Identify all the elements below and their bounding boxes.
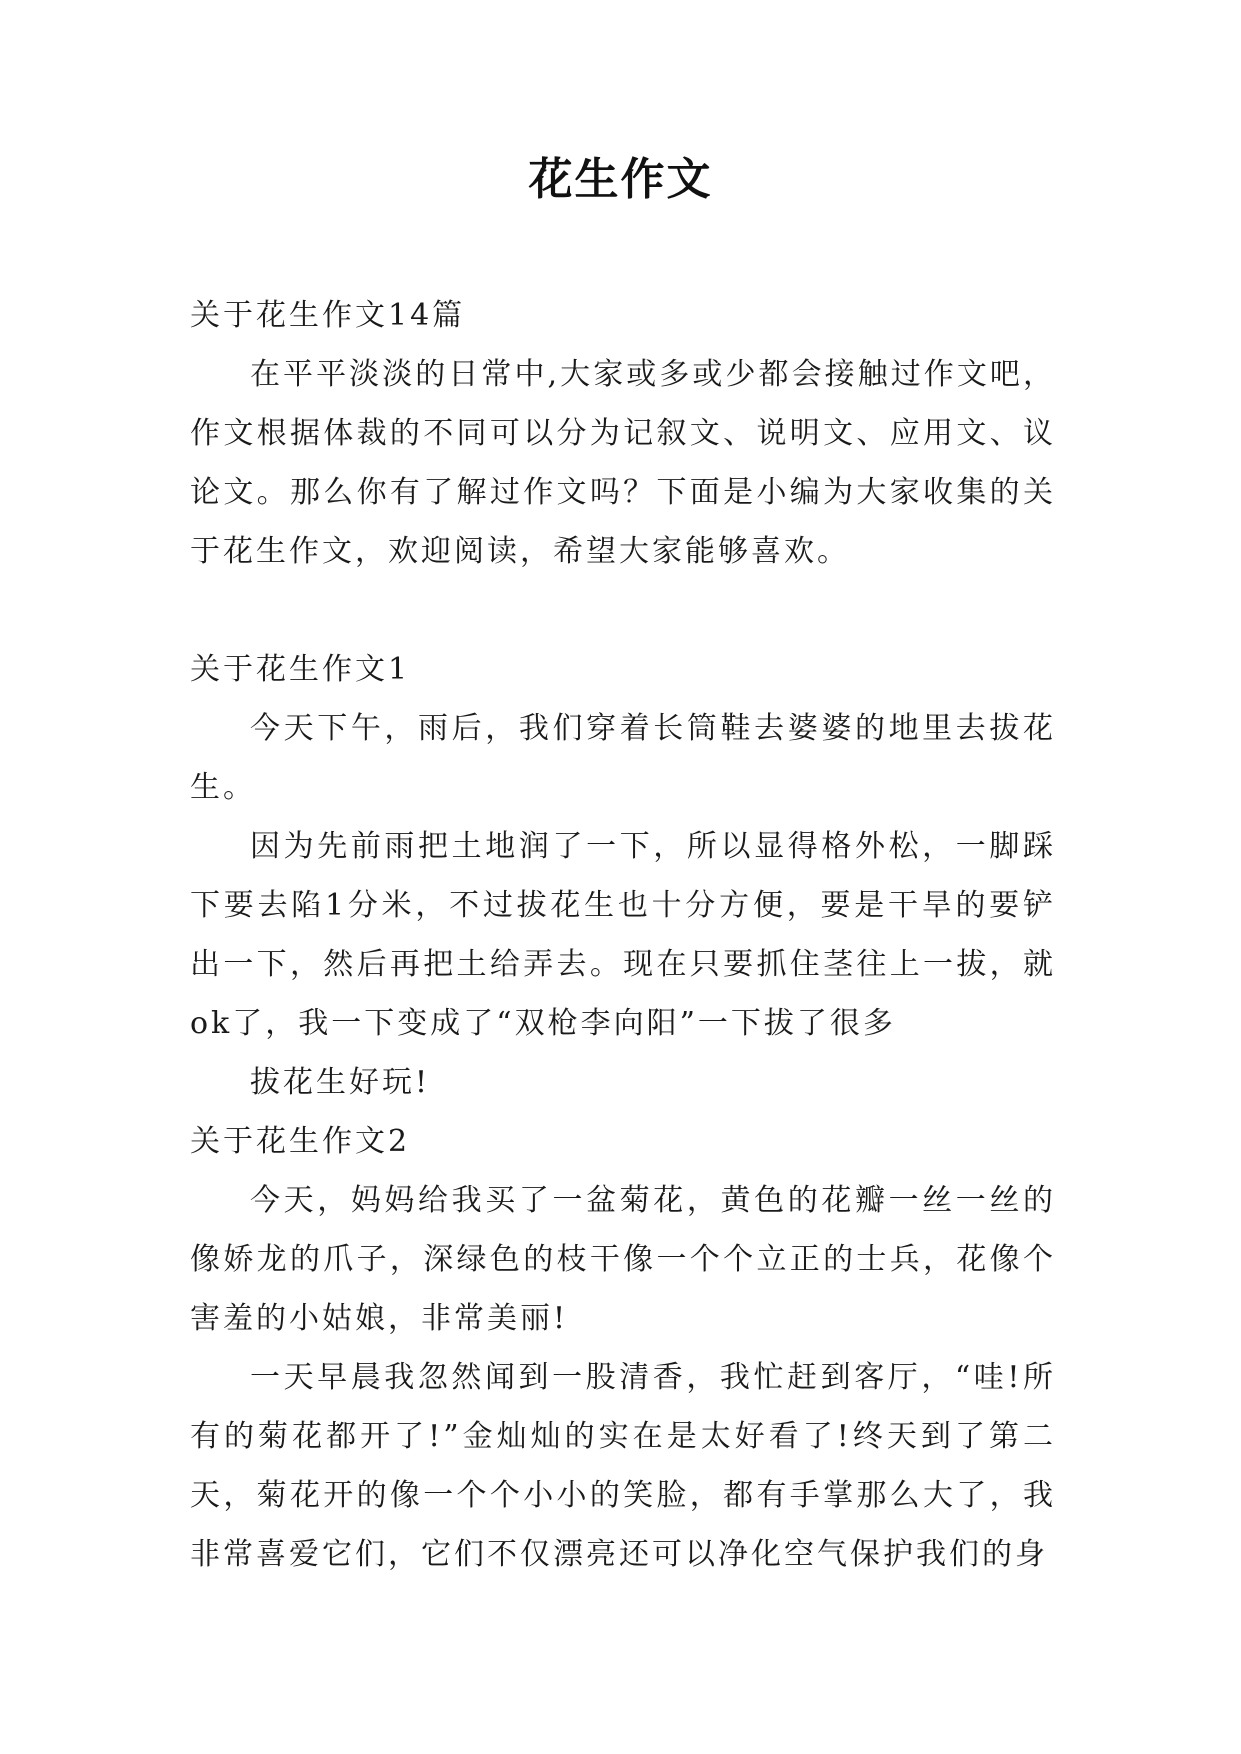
section-spacer [190,581,1056,640]
section-paragraph: 拔花生好玩! [250,1065,431,1100]
section-heading: 关于花生作文1 [190,652,411,687]
intro-paragraph: 在平平淡淡的日常中,大家或多或少都会接触过作文吧，作文根据体裁的不同可以分为记叙文、说明文、应用文、议论文。那么你有了解过作文吗？下面是小编为大家收集的关于花生作文，欢迎阅读，希望大家能够喜欢。 [190,357,1056,569]
section-paragraph: 因为先前雨把土地润了一下，所以显得格外松，一脚踩下要去陷1分米，不过拔花生也十分方便，要是干旱的要铲出一下，然后再把土给弄去。现在只要抓住茎往上一拔，就ok了，我一下变成了“双枪李向阳”一下拔了很多 [190,829,1056,1041]
section-paragraph: 一天早晨我忽然闻到一股清香，我忙赶到客厅，“哇!所有的菊花都开了!”金灿灿的实在是太好看了!终天到了第二天，菊花开的像一个个小小的笑脸，都有手掌那么大了，我非常喜爱它们，它们不仅漂亮还可以净化空气保护我们的身 [190,1360,1056,1572]
intro-heading: 关于花生作文14篇 [190,298,466,333]
section-heading: 关于花生作文2 [190,1124,411,1159]
document-body [190,286,1056,1584]
document-title: 花生作文 [528,154,713,205]
section-paragraph: 今天下午，雨后，我们穿着长筒鞋去婆婆的地里去拔花生。 [190,711,1056,805]
section-paragraph: 今天，妈妈给我买了一盆菊花，黄色的花瓣一丝一丝的像娇龙的爪子，深绿色的枝干像一个个立正的士兵，花像个害羞的小姑娘，非常美丽! [190,1183,1056,1336]
